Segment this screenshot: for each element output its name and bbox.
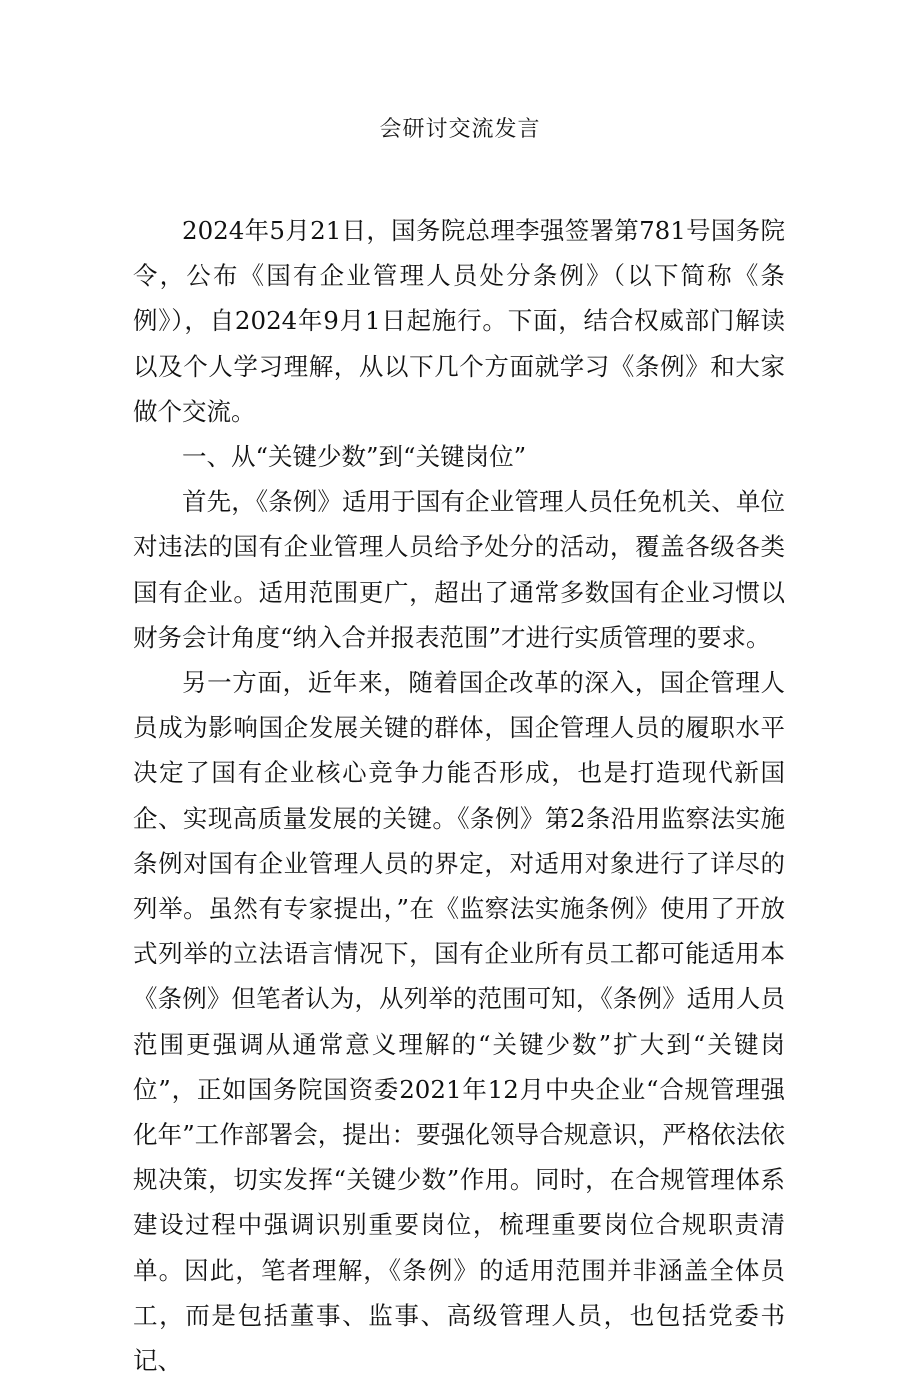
document-title: 会研讨交流发言	[379, 117, 541, 142]
paragraph-intro: 2024年5月21日，国务院总理李强签署第781号国务院令，公布《国有企业管理人员处分条例》（以下简称《条例》），自2024年9月1日起施行。下面，结合权威部门解读以及个人学习理解，从以下几个方面就学习《条例》和大家做个交流。	[133, 216, 785, 426]
document-body	[133, 208, 785, 1383]
section-heading-1: 一、从“关键少数”到“关键岗位”	[182, 442, 527, 472]
paragraph-second: 另一方面，近年来，随着国企改革的深入，国企管理人员成为影响国企发展关键的群体，国企管理人员的履职水平决定了国有企业核心竞争力能否形成，也是打造现代新国企、实现高质量发展的关键。《条例》第2条沿用监察法实施条例对国有企业管理人员的界定，对适用对象进行了详尽的列举。虽然有专家提出，”在《监察法实施条例》使用了开放式列举的立法语言情况下，国有企业所有员工都可能适用本《条例》但笔者认为，从列举的范围可知，《条例》适用人员范围更强调从通常意义理解的“关键少数”扩大到“关键岗位”，正如国务院国资委2021年12月中央企业“合规管理强化年”工作部署会，提出：要强化领导合规意识，严格依法依规决策，切实发挥“关键少数”作用。同时，在合规管理体系建设过程中强调识别重要岗位，梳理重要岗位合规职责清单。因此，笔者理解，《条例》的适用范围并非涵盖全体员工，而是包括董事、监事、高级管理人员，也包括党委书记、	[133, 668, 785, 1376]
paragraph-first: 首先，《条例》适用于国有企业管理人员任免机关、单位对违法的国有企业管理人员给予处分的活动，覆盖各级各类国有企业。适用范围更广，超出了通常多数国有企业习惯以财务会计角度“纳入合并报表范围”才进行实质管理的要求。	[133, 487, 785, 652]
